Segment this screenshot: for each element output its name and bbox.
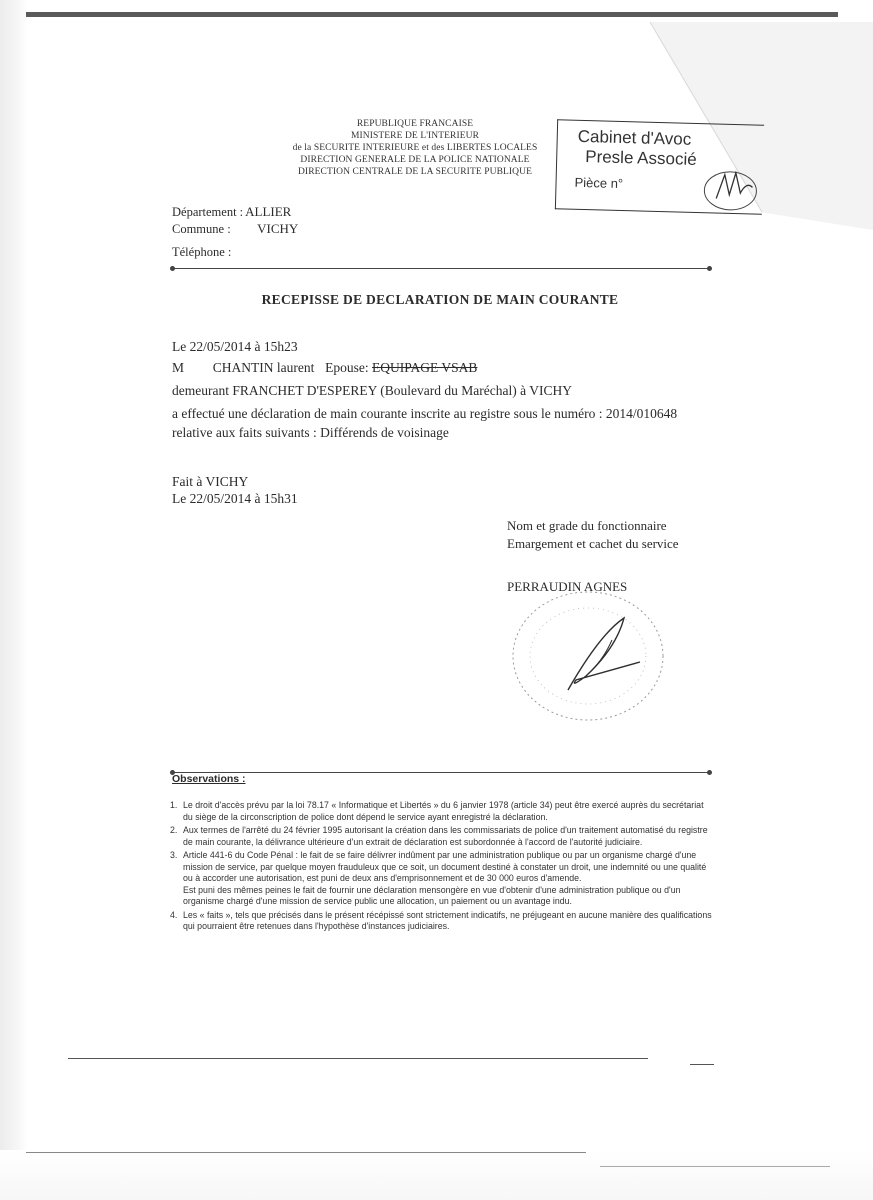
- item-number: 2.: [170, 825, 178, 835]
- epouse-label: Epouse:: [325, 360, 369, 375]
- commune-value: VICHY: [257, 221, 299, 236]
- item-number: 1.: [170, 800, 178, 810]
- scan-line: [68, 1058, 648, 1059]
- departement-value: ALLIER: [245, 204, 292, 219]
- scan-line: [690, 1064, 714, 1065]
- faits-label: relative aux faits suivants :: [172, 425, 317, 440]
- scan-line: [600, 1166, 830, 1167]
- signature-grade-label: Nom et grade du fonctionnaire: [507, 518, 667, 533]
- departement-label: Département :: [172, 205, 244, 219]
- ministry-line: REPUBLIQUE FRANCAISE: [356, 119, 474, 129]
- declarant-name: CHANTIN laurent: [212, 360, 315, 375]
- declarant-address: demeurant FRANCHET D'ESPEREY (Boulevard du Maréchal) à VICHY: [172, 383, 572, 398]
- registre-row: [172, 406, 677, 422]
- commune-label: Commune :: [172, 222, 231, 236]
- ministry-line: DIRECTION CENTRALE DE LA SECURITE PUBLIQUE: [297, 167, 533, 177]
- header-divider: [172, 268, 710, 269]
- declarant-row: [172, 360, 477, 376]
- faits-row: [172, 425, 449, 441]
- lawyer-stamp: [555, 119, 764, 214]
- stamp-cabinet: Cabinet d'Avoc: [577, 126, 692, 149]
- faits-value: Différends de voisinage: [320, 425, 449, 440]
- list-item: [170, 910, 715, 933]
- page-title: RECEPISSE DE DECLARATION DE MAIN COURANTE: [261, 292, 619, 307]
- telephone-label: Téléphone :: [172, 245, 232, 259]
- signature-emargement-label: Emargement et cachet du service: [507, 536, 679, 551]
- observations-title: Observations :: [172, 773, 246, 785]
- observations-list: [170, 800, 715, 935]
- observations-divider: [172, 772, 710, 773]
- item-number: 3.: [170, 850, 178, 860]
- declaration-date: Le 22/05/2014 à 15h23: [172, 339, 298, 354]
- stamp-signature-icon: [702, 164, 761, 214]
- item-text: Les « faits », tels que précisés dans le présent récépissé sont strictement indicatifs, ne préjugeant en aucune manière des qualifications qui pourraient être retenues dans l'hypothèse d'instances judiciaires.: [183, 909, 712, 931]
- police-seal-icon: [508, 584, 666, 724]
- stamp-piece: Pièce n°: [574, 174, 624, 192]
- item-number: 4.: [170, 909, 178, 920]
- item-text: Le droit d'accès prévu par la loi 78.17 « Informatique et Libertés » du 6 janvier 1978 (article 34) peut être exercé auprès du secrétariat du siège de la circonscription de police dont dépend le service ayant enregistré la déclaration.: [183, 800, 704, 822]
- registre-number: 2014/010648: [605, 406, 678, 421]
- item-text: Aux termes de l'arrêté du 24 février 1995 autorisant la création dans les commissariats de police d'un traitement automatisé du registre de main courante, la délivrance ultérieure d'un extrait de déclaration est subordonnée à l'accord de l'autorité judiciaire.: [183, 825, 708, 847]
- departement-row: [172, 204, 291, 220]
- ministry-header: [270, 118, 560, 178]
- fait-date: Le 22/05/2014 à 15h31: [172, 491, 298, 506]
- list-item: [170, 850, 715, 908]
- registre-text: a effectué une déclaration de main courante inscrite au registre sous le numéro :: [172, 406, 603, 421]
- ministry-line: MINISTERE DE L'INTERIEUR: [350, 131, 480, 141]
- scan-bottom-area: [0, 1150, 873, 1200]
- item-text: Article 441-6 du Code Pénal : le fait de se faire délivrer indûment par une administration publique ou par un organisme chargé d'une mission de service, par quelque moyen frauduleux que ce soit, un document destiné à constater un droit, une indemnité ou une qualité ou à accorder une autorisation, est puni de deux ans d'emprisonnement et de 30 000 euros d'amende.: [183, 850, 707, 883]
- epouse-value: EQUIPAGE VSAB: [372, 360, 478, 375]
- list-item: [170, 825, 715, 848]
- declarant-civility: M: [172, 360, 185, 375]
- ministry-line: DIRECTION GENERALE DE LA POLICE NATIONALE: [300, 155, 530, 165]
- telephone-row: [172, 245, 231, 260]
- item-text-continued: Est puni des mêmes peines le fait de fournir une déclaration mensongère en vue d'obtenir d'une administration publique ou d'un organisme chargé d'une mission de service public une allocation, un paiement ou un avantage indu.: [183, 884, 681, 906]
- list-item: [170, 800, 715, 823]
- officer-name: PERRAUDIN AGNES: [507, 579, 628, 594]
- ministry-line: de la SECURITE INTERIEURE et des LIBERTES LOCALES: [292, 143, 538, 153]
- fait-place: Fait à VICHY: [172, 474, 249, 489]
- scan-line: [26, 1152, 586, 1153]
- scan-left-margin: [0, 0, 28, 1200]
- commune-row: [172, 221, 298, 237]
- stamp-associes: Presle Associé: [584, 147, 697, 169]
